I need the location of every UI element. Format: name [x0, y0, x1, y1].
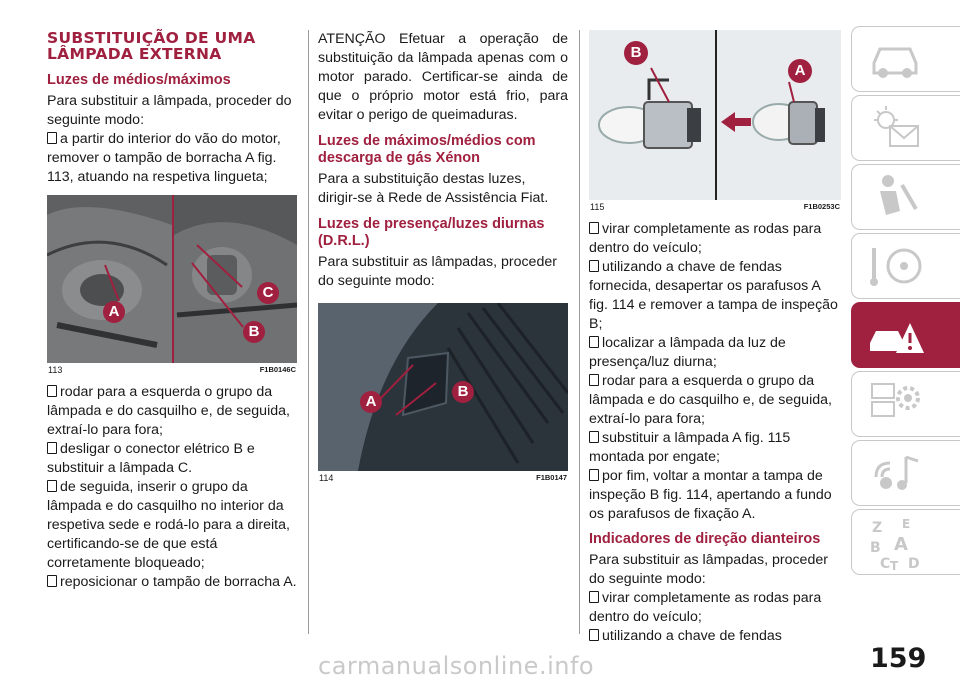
warning-lights-icon	[866, 102, 926, 154]
figure-113	[47, 195, 297, 375]
column-1	[47, 30, 297, 592]
checkbox-bullet-icon	[47, 442, 57, 454]
bullet-item: de seguida, inserir o grupo da lâmpada e do casquilho no interior da respetiva sede e rodá-lo para a direita, certificando-se de que está corretamente bloqueado;	[47, 479, 290, 571]
checkbox-bullet-icon	[589, 469, 599, 481]
index-letters-icon	[866, 516, 926, 572]
heading-drl: Luzes de presença/luzes diurnas (D.R.L.)	[318, 216, 545, 249]
bullet-item: rodar para a esquerda o grupo da lâmpada e do casquilho e, de seguida, extraí-lo para fora;	[47, 384, 290, 438]
bullet-item: virar completamente as rodas para dentro do veículo;	[589, 221, 822, 256]
figure-number: 115	[590, 202, 605, 212]
chapter-tabs-sidebar	[851, 26, 960, 578]
checkbox-bullet-icon	[589, 374, 599, 386]
callout-c: C	[257, 282, 279, 304]
tab-safety[interactable]	[851, 164, 960, 230]
figure-caption	[589, 202, 841, 212]
heading-medios-maximos: Luzes de médios/máximos	[47, 72, 231, 88]
column-3	[589, 30, 841, 646]
tab-index[interactable]	[851, 509, 960, 575]
index-letter: A	[894, 534, 908, 555]
bullet-item: virar completamente as rodas para dentro do veículo;	[589, 590, 822, 625]
tab-dashboard[interactable]	[851, 26, 960, 92]
index-letter: E	[902, 517, 911, 531]
bullet-item: substituir a lâmpada A fig. 115 montada por engate;	[589, 430, 791, 465]
wheel-arch-illustration	[318, 303, 568, 471]
tab-emergency[interactable]	[851, 302, 960, 368]
watermark: carmanualsonline.info	[318, 652, 595, 680]
figure-number: 113	[48, 365, 63, 375]
callout-a: A	[788, 59, 812, 83]
column-2	[318, 30, 568, 491]
callout-b: B	[243, 321, 265, 343]
checkbox-bullet-icon	[47, 575, 57, 587]
index-letter: C	[880, 556, 891, 572]
bullet-item: reposicionar o tampão de borracha A.	[47, 573, 297, 592]
emergency-car-icon	[866, 309, 926, 361]
callout-a: A	[103, 301, 125, 323]
figure-caption	[318, 473, 568, 483]
figure-115	[589, 30, 841, 212]
callout-b: B	[624, 41, 648, 65]
checkbox-bullet-icon	[589, 260, 599, 272]
xenon-text: Para a substituição destas luzes, dirigir-se à Rede de Assistência Fiat.	[318, 171, 549, 206]
bullet-item: rodar para a esquerda o grupo da lâmpada e do casquilho e, de seguida, extraí-lo para fora;	[589, 373, 832, 427]
index-letter: D	[908, 556, 920, 572]
checkbox-bullet-icon	[589, 431, 599, 443]
callout-b: B	[452, 381, 474, 403]
bullet-item: localizar a lâmpada da luz de presença/luz diurna;	[589, 335, 786, 370]
checkbox-bullet-icon	[589, 222, 599, 234]
figure-code: F1B0146C	[259, 365, 296, 374]
index-letter: Z	[872, 520, 883, 536]
figure-number: 114	[319, 473, 334, 483]
drl-text: Para substituir as lâmpadas, proceder do seguinte modo:	[318, 254, 557, 289]
column-divider	[308, 30, 309, 634]
seat-airbag-icon	[866, 171, 926, 223]
heading-indicadores: Indicadores de direção dianteiros	[589, 531, 821, 547]
index-letter: T	[890, 559, 899, 572]
tab-multimedia[interactable]	[851, 440, 960, 506]
page-number: 159	[870, 643, 927, 674]
figure-code: F1B0147	[536, 473, 567, 482]
callout-a: A	[360, 391, 382, 413]
bullet-item: utilizando a chave de fendas	[589, 627, 841, 646]
bullet-item: a partir do interior do vão do motor, remover o tampão de borracha A fig. 113, atuando na respetiva lingueta;	[47, 131, 281, 185]
bullet-item: desligar o conector elétrico B e substituir a lâmpada C.	[47, 441, 255, 476]
steering-key-icon	[866, 240, 926, 292]
figure-114	[318, 303, 568, 483]
multimedia-icon	[866, 447, 926, 499]
column-divider	[579, 30, 580, 634]
tab-starting-driving[interactable]	[851, 233, 960, 299]
checkbox-bullet-icon	[47, 385, 57, 397]
checkbox-bullet-icon	[589, 629, 599, 641]
bullet-item: por fim, voltar a montar a tampa de inspeção B fig. 114, apertando a fundo os parafusos de fixação A.	[589, 468, 832, 522]
bullet-item: utilizando a chave de fendas fornecida, desapertar os parafusos A fig. 114 e remover a tampa de inspeção B;	[589, 259, 838, 332]
maintenance-gears-icon	[866, 378, 926, 430]
checkbox-bullet-icon	[47, 132, 57, 144]
heading-xenon: Luzes de máximos/médios com descarga de gás Xénon	[318, 133, 536, 166]
figure-code: F1B0253C	[803, 202, 840, 211]
checkbox-bullet-icon	[589, 336, 599, 348]
car-dashboard-icon	[866, 33, 926, 85]
checkbox-bullet-icon	[589, 591, 599, 603]
intro-text: Para substituir a lâmpada, proceder do seguinte modo:	[47, 93, 292, 128]
checkbox-bullet-icon	[47, 480, 57, 492]
warning-text: ATENÇÃO Efetuar a operação de substituição da lâmpada apenas com o motor parado. Certificar-se ainda de que o próprio motor está frio, para evitar o perigo de queimaduras.	[318, 31, 568, 123]
tab-maintenance[interactable]	[851, 371, 960, 437]
page-title: SUBSTITUIÇÃO DE UMA LÂMPADA EXTERNA	[47, 29, 256, 63]
index-letter: B	[870, 540, 881, 556]
tab-warning-lights[interactable]	[851, 95, 960, 161]
intro-text: Para substituir as lâmpadas, proceder do seguinte modo:	[589, 552, 828, 587]
figure-caption	[47, 365, 297, 375]
